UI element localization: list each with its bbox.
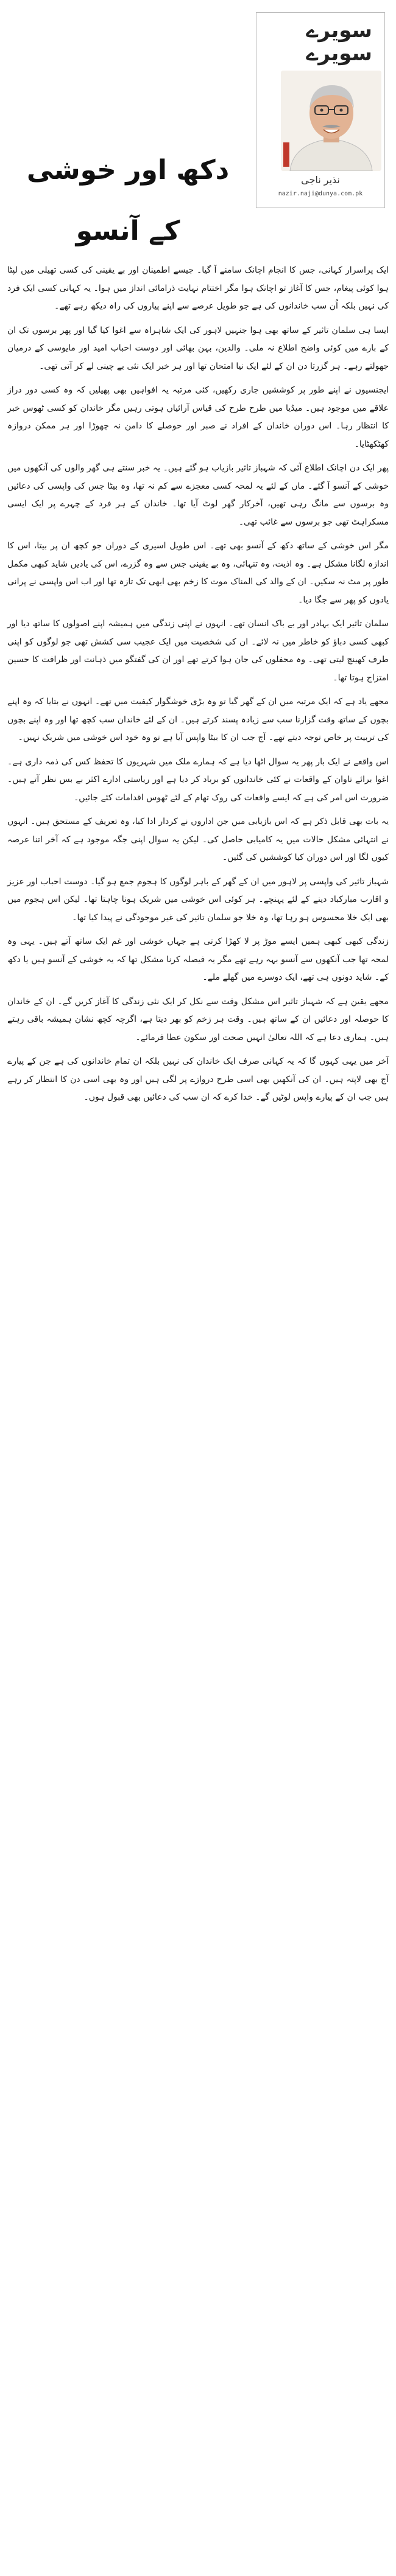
article-paragraph: پھر ایک دن اچانک اطلاع آئی کہ شہباز تاثیر بازیاب ہو گئے ہیں۔ یہ خبر سنتے ہی گھر والوں کی آنکھوں میں خوشی کے آنسو آ گئے۔ ماں کے لئے یہ لمحہ کسی معجزے سے کم نہ تھا، وہ بیٹا جس کی واپسی کی دعائیں وہ برسوں سے مانگ رہی تھیں، آخرکار گھر لوٹ آیا تھا۔ خاندان کے ہر فرد کے چہرے پر ایک ایسی مسکراہٹ تھی جو برسوں سے غائب تھی۔ <box>7 463 389 527</box>
article-paragraph: سلمان تاثیر ایک بہادر اور بے باک انسان تھے۔ انہوں نے اپنی زندگی میں ہمیشہ اپنے اصولوں کا ساتھ دیا اور کبھی کسی دباؤ کو خاطر میں نہ لائے۔ ان کی شخصیت میں ایک عجیب سی کشش تھی جو لوگوں کو اپنی طرف کھینچ لیتی تھی۔ وہ محفلوں کی جان ہوا کرتے تھے اور ان کی گفتگو میں ذہانت اور ظرافت کا حسین امتزاج ہوتا تھا۔ <box>7 619 389 683</box>
column-title: سویرے سویرے <box>306 18 372 66</box>
article-headline: دکھ اور خوشی کے آنسو <box>26 155 230 246</box>
article-paragraph: مگر اس خوشی کے ساتھ دکھ کے آنسو بھی تھے۔ اس طویل اسیری کے دوران جو کچھ ان پر بیتا، اس کا اندازہ لگانا مشکل ہے۔ وہ اذیت، وہ تنہائی، وہ بے یقینی جس سے وہ گزرے، اس کی یادیں شاید کبھی مکمل طور پر مٹ نہ سکیں۔ ان کے والد کی المناک موت کا زخم بھی ابھی تک تازہ تھا اور اب اس واپسی نے پرانی یادوں کو پھر سے جگا دیا۔ <box>7 541 389 605</box>
article-paragraph: شہباز تاثیر کی واپسی پر لاہور میں ان کے گھر کے باہر لوگوں کا ہجوم جمع ہو گیا۔ دوست احباب اور عزیز و اقارب مبارکباد دینے کے لئے پہنچے۔ ہر کوئی اس خوشی میں شریک ہونا چاہتا تھا۔ لیکن اس ہجوم میں بھی ایک خلا محسوس ہو رہا تھا، وہ خلا جو سلمان تاثیر کی غیر موجودگی نے پیدا کیا تھا۔ <box>7 876 389 923</box>
author-portrait-icon <box>281 71 381 171</box>
article-paragraph: مجھے یاد ہے کہ ایک مرتبہ میں ان کے گھر گیا تو وہ بڑی خوشگوار کیفیت میں تھے۔ انہوں نے بتایا کہ وہ اپنے بچوں کے ساتھ وقت گزارنا سب سے زیادہ پسند کرتے ہیں۔ ان کے لئے خاندان سب کچھ تھا اور وہ اپنے بچوں کی تربیت پر خاص توجہ دیتے تھے۔ آج جب ان کا بیٹا واپس آیا ہے تو وہ خود اس خوشی میں شریک نہیں۔ <box>7 697 389 742</box>
column-masthead <box>256 12 385 208</box>
article-paragraph: زندگی کبھی کبھی ہمیں ایسے موڑ پر لا کھڑا کرتی ہے جہاں خوشی اور غم ایک ساتھ آتے ہیں۔ یہی وہ لمحہ تھا جب آنکھوں سے آنسو بہہ رہے تھے مگر یہ فیصلہ کرنا مشکل تھا کہ یہ خوشی کے آنسو ہیں یا دکھ کے۔ شاید دونوں ہی تھے، ایک دوسرے میں گھلے ملے۔ <box>7 937 389 982</box>
column-header <box>0 0 396 256</box>
author-name: نذیر ناجی <box>301 174 340 186</box>
author-photo <box>281 71 381 171</box>
article-body <box>7 262 389 1113</box>
article-paragraph: یہ بات بھی قابل ذکر ہے کہ اس بازیابی میں جن اداروں نے کردار ادا کیا، وہ تعریف کے مستحق ہیں۔ انہوں نے انتہائی مشکل حالات میں یہ کامیابی حاصل کی۔ لیکن یہ سوال اپنی جگہ موجود ہے کہ آخر اتنا عرصہ کیوں لگا اور اس دوران کیا کوششیں کی گئیں۔ <box>7 817 389 862</box>
article-paragraph: آخر میں یہی کہوں گا کہ یہ کہانی صرف ایک خاندان کی نہیں بلکہ ان تمام خاندانوں کی ہے جن کے پیارے آج بھی لاپتہ ہیں۔ ان کی آنکھیں بھی اسی طرح دروازے پر لگی ہیں اور وہ بھی اسی دن کا انتظار کر رہے ہیں جب ان کے پیارے واپس لوٹیں گے۔ خدا کرے کہ ان سب کی دعائیں بھی قبول ہوں۔ <box>7 1056 389 1102</box>
article-paragraph: ایک پراسرار کہانی، جس کا انجام اچانک سامنے آ گیا۔ جیسے اطمینان اور بے یقینی کی کسی تھیلی میں لپٹا ہوا کوئی پیغام، جس کا آغاز تو اچانک ہوا مگر اختتام نہایت ذرامائی انداز میں ہوا۔ یہ کہانی کسی ایک فرد کی نہیں بلکہ اُن سب خاندانوں کی ہے جو طویل عرصے سے اپنے پیاروں کی راہ دیکھ رہے تھے۔ <box>7 265 389 311</box>
article-paragraph: ایسا ہی سلمان تاثیر کے ساتھ بھی ہوا جنہیں لاہور کی ایک شاہراہ سے اغوا کیا گیا اور پھر برسوں تک ان کے بارے میں کوئی واضح اطلاع نہ ملی۔ والدین، بہن بھائی اور دوست احباب امید اور مایوسی کے درمیان جھولتے رہے۔ ہر گزرتا دن ان کے لئے ایک نیا امتحان تھا اور ہر خبر ایک نئی بے چینی لے کر آتی تھی۔ <box>7 325 389 371</box>
article-paragraph: اس واقعے نے ایک بار پھر یہ سوال اٹھا دیا ہے کہ ہمارے ملک میں شہریوں کا تحفظ کس کی ذمہ داری ہے۔ اغوا برائے تاوان کے واقعات نے کئی خاندانوں کو برباد کر دیا ہے اور ریاستی ادارے اکثر بے بس نظر آتے ہیں۔ ضرورت اس امر کی ہے کہ ایسے واقعات کی روک تھام کے لئے ٹھوس اقدامات کئے جائیں۔ <box>7 756 389 803</box>
article-paragraph: مجھے یقین ہے کہ شہباز تاثیر اس مشکل وقت سے نکل کر ایک نئی زندگی کا آغاز کریں گے۔ ان کے خاندان کا حوصلہ اور دعائیں ان کے ساتھ ہیں۔ وقت ہر زخم کو بھر دیتا ہے، اگرچہ کچھ نشان ہمیشہ باقی رہتے ہیں۔ ہماری دعا ہے کہ اللہ تعالیٰ انہیں صحت اور سکون عطا فرمائے۔ <box>7 996 389 1042</box>
author-email: nazir.naji@dunya.com.pk <box>278 190 363 197</box>
article-paragraph: ایجنسیوں نے اپنے طور پر کوششیں جاری رکھیں، کئی مرتبہ یہ افواہیں بھی پھیلیں کہ وہ کسی دور دراز علاقے میں موجود ہیں۔ میڈیا میں طرح طرح کی قیاس آرائیاں ہوتی رہیں مگر خاندان کو کسی ٹھوس خبر کا انتظار رہا۔ اس دوران خاندان کے افراد نے صبر اور حوصلے کا دامن نہ چھوڑا اور ہر ممکن دروازہ کھٹکھٹایا۔ <box>7 385 389 449</box>
